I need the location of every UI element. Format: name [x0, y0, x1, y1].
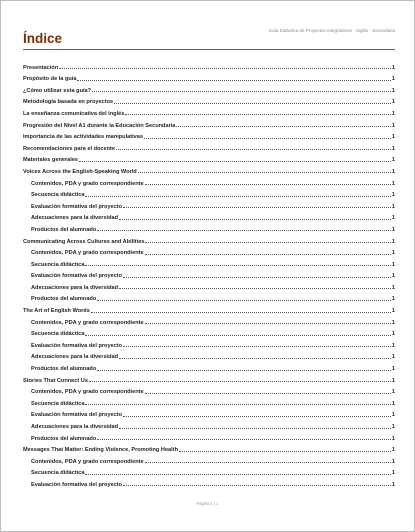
toc-subentry[interactable]: [23, 245, 395, 257]
toc-entry-label: Recomendaciones para el docente: [23, 145, 116, 152]
toc-entry[interactable]: [23, 163, 395, 175]
toc-subentry[interactable]: [23, 384, 395, 396]
toc-subentry[interactable]: [23, 198, 395, 210]
toc-subentry[interactable]: [23, 465, 395, 477]
dot-leader: [97, 439, 391, 440]
toc-subentry[interactable]: [23, 210, 395, 222]
toc-page-number: 1: [391, 215, 395, 222]
dot-leader: [123, 277, 391, 278]
toc-entry-label: Importancia de las actividades manipulativas: [23, 134, 144, 141]
dot-leader: [119, 288, 391, 289]
dot-leader: [85, 196, 390, 197]
toc-page-number: 1: [391, 273, 395, 280]
toc-page-number: 1: [391, 261, 395, 268]
toc-entry[interactable]: [23, 233, 395, 245]
toc-entry-label: Secuencia didáctica: [31, 192, 85, 199]
toc-page-number: 1: [391, 226, 395, 233]
toc-subentry[interactable]: [23, 221, 395, 233]
toc-page-number: 1: [391, 64, 395, 71]
page-footer: Página 1 | 1: [196, 501, 219, 506]
toc-entry-label: Adecuaciones para la diversidad: [31, 215, 119, 222]
toc-page-number: 1: [391, 180, 395, 187]
toc-page-number: 1: [391, 203, 395, 210]
toc-page-number: 1: [391, 238, 395, 245]
toc-entry-label: Evaluación formativa del proyecto: [31, 342, 123, 349]
dot-leader: [123, 207, 391, 208]
dot-leader: [85, 474, 390, 475]
toc-entry-label: La enseñanza comunicativa del inglés: [23, 110, 125, 117]
dot-leader: [97, 300, 391, 301]
toc-page-number: 1: [391, 366, 395, 373]
toc-page-number: 1: [391, 435, 395, 442]
toc-page-number: 1: [391, 192, 395, 199]
toc-subentry[interactable]: [23, 326, 395, 338]
dot-leader: [79, 161, 391, 162]
toc-page-number: 1: [391, 110, 395, 117]
toc-subentry[interactable]: [23, 395, 395, 407]
toc-entry-label: Productos del alumnado: [31, 366, 97, 373]
toc-entry-label: Adecuaciones para la diversidad: [31, 354, 119, 361]
toc-page-number: 1: [391, 308, 395, 315]
dot-leader: [145, 462, 391, 463]
toc-page-number: 1: [391, 389, 395, 396]
running-header: Guía Didáctica de Proyectos Integradores · Inglés · Secundaria: [268, 28, 395, 33]
toc-page-number: 1: [391, 342, 395, 349]
dot-leader: [85, 404, 390, 405]
toc-entry[interactable]: [23, 82, 395, 94]
dot-leader: [77, 80, 390, 81]
toc-page-number: 1: [391, 354, 395, 361]
toc-entry[interactable]: [23, 302, 395, 314]
toc-entry[interactable]: [23, 140, 395, 152]
toc-entry-label: Messages That Matter: Ending Violence, Promoting Health: [23, 447, 178, 454]
toc-entry-label: Contenidos, PDA y grado correspondiente: [31, 319, 144, 326]
dot-leader: [97, 230, 391, 231]
dot-leader: [123, 346, 391, 347]
toc-entry-label: Metodología basada en proyectos: [23, 99, 114, 106]
toc-entry-label: Progresión del Nivel A1 durante la Educación Secundaria: [23, 122, 176, 129]
toc-entry-label: Propósito de la guía: [23, 76, 77, 83]
dot-leader: [92, 91, 391, 92]
dot-leader: [97, 370, 391, 371]
toc-entry-label: Productos del alumnado: [31, 226, 97, 233]
dot-leader: [119, 358, 391, 359]
toc-subentry[interactable]: [23, 453, 395, 465]
toc-page-number: 1: [391, 76, 395, 83]
toc-entry-label: Materiales generales: [23, 157, 79, 164]
toc-subentry[interactable]: [23, 268, 395, 280]
toc-entry-label: Contenidos, PDA y grado correspondiente: [31, 180, 144, 187]
toc-page-number: 1: [391, 458, 395, 465]
dot-leader: [119, 428, 391, 429]
toc-page-number: 1: [391, 250, 395, 257]
page-title: Índice: [23, 31, 63, 46]
toc-entry-label: Secuencia didáctica: [31, 331, 85, 338]
toc-entry-label: Evaluación formativa del proyecto: [31, 412, 123, 419]
toc-entry-label: Adecuaciones para la diversidad: [31, 284, 119, 291]
toc-subentry[interactable]: [23, 476, 395, 488]
dot-leader: [179, 451, 391, 452]
dot-leader: [59, 68, 391, 69]
toc-page-number: 1: [391, 470, 395, 477]
dot-leader: [85, 265, 390, 266]
toc-subentry[interactable]: [23, 314, 395, 326]
toc-page-number: 1: [391, 377, 395, 384]
dot-leader: [89, 381, 391, 382]
toc-entry[interactable]: [23, 59, 395, 71]
toc-subentry[interactable]: [23, 187, 395, 199]
toc-subentry[interactable]: [23, 291, 395, 303]
toc-entry[interactable]: [23, 442, 395, 454]
toc-entry-label: Secuencia didáctica: [31, 261, 85, 268]
toc-page-number: 1: [391, 145, 395, 152]
toc-entry-label: Presentación: [23, 64, 59, 71]
toc-entry-label: Evaluación formativa del proyecto: [31, 273, 123, 280]
toc-subentry[interactable]: [23, 360, 395, 372]
dot-leader: [114, 103, 391, 104]
title-underline: [23, 49, 395, 50]
toc-entry-label: Productos del alumnado: [31, 296, 97, 303]
toc-page-number: 1: [391, 319, 395, 326]
toc-entry-label: Secuencia didáctica: [31, 470, 85, 477]
toc-entry-label: Contenidos, PDA y grado correspondiente: [31, 389, 144, 396]
dot-leader: [123, 485, 391, 486]
toc-entry[interactable]: [23, 94, 395, 106]
toc-page-number: 1: [391, 99, 395, 106]
dot-leader: [125, 114, 391, 115]
toc-entry[interactable]: [23, 105, 395, 117]
toc-entry-label: Contenidos, PDA y grado correspondiente: [31, 458, 144, 465]
dot-leader: [123, 416, 391, 417]
toc-entry-label: Voices Across the English-Speaking World: [23, 168, 137, 175]
toc-page-number: 1: [391, 412, 395, 419]
toc-entry-label: Adecuaciones para la diversidad: [31, 424, 119, 430]
toc-page-number: 1: [391, 134, 395, 141]
toc-page-number: 1: [391, 87, 395, 94]
toc-page-number: 1: [391, 400, 395, 407]
toc-page-number: 1: [391, 168, 395, 175]
dot-leader: [91, 312, 391, 313]
toc-entry-label: The Art of English Words: [23, 308, 90, 315]
dot-leader: [145, 323, 391, 324]
toc-page-number: 1: [391, 481, 395, 488]
toc-entry-label: Productos del alumnado: [31, 435, 97, 442]
toc-page-number: 1: [391, 424, 395, 430]
dot-leader: [145, 184, 391, 185]
toc-entry-label: Communicating Across Cultures and Abilities: [23, 238, 145, 245]
toc-entry[interactable]: [23, 372, 395, 384]
dot-leader: [145, 254, 391, 255]
toc-entry[interactable]: [23, 152, 395, 164]
toc-page-number: 1: [391, 284, 395, 291]
toc-subentry[interactable]: [23, 349, 395, 361]
toc-entry[interactable]: [23, 129, 395, 141]
toc-entry-label: Secuencia didáctica: [31, 400, 85, 407]
toc-subentry[interactable]: [23, 407, 395, 419]
toc-entry-label: ¿Cómo utilizar esta guía?: [23, 87, 92, 94]
dot-leader: [138, 172, 391, 173]
dot-leader: [145, 242, 390, 243]
toc-entry-label: Stories That Connect Us: [23, 377, 88, 384]
toc-subentry[interactable]: [23, 430, 395, 442]
dot-leader: [116, 149, 391, 150]
toc-entry-label: Evaluación formativa del proyecto: [31, 481, 123, 488]
toc-subentry[interactable]: [23, 418, 395, 430]
toc-page-number: 1: [391, 122, 395, 129]
toc-page-number: 1: [391, 447, 395, 454]
dot-leader: [119, 219, 391, 220]
table-of-contents: [23, 59, 395, 488]
dot-leader: [144, 138, 391, 139]
dot-leader: [145, 393, 391, 394]
toc-subentry[interactable]: [23, 256, 395, 268]
toc-page-number: 1: [391, 296, 395, 303]
dot-leader: [176, 126, 390, 127]
toc-page-number: 1: [391, 157, 395, 164]
toc-entry-label: Evaluación formativa del proyecto: [31, 203, 123, 210]
toc-page-number: 1: [391, 331, 395, 338]
toc-entry[interactable]: [23, 117, 395, 129]
toc-entry-label: Contenidos, PDA y grado correspondiente: [31, 250, 144, 257]
toc-subentry[interactable]: [23, 279, 395, 291]
dot-leader: [85, 335, 390, 336]
toc-entry[interactable]: [23, 71, 395, 83]
toc-subentry[interactable]: [23, 175, 395, 187]
toc-subentry[interactable]: [23, 337, 395, 349]
